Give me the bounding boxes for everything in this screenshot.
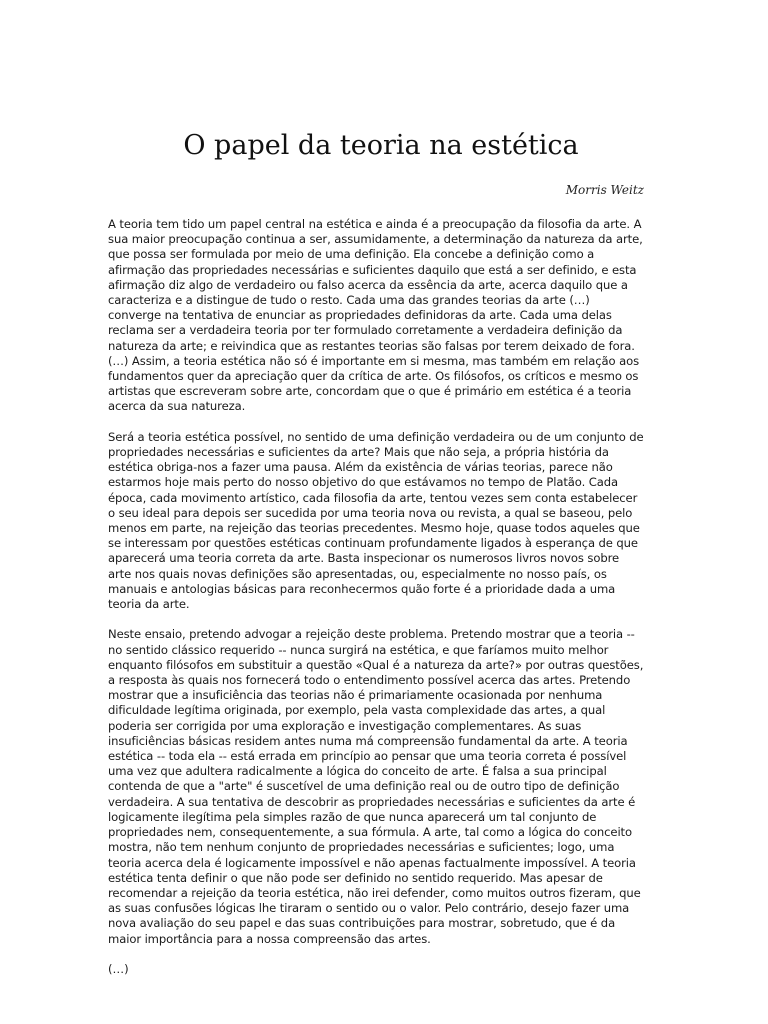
ellipsis-marker: (…): [108, 961, 129, 976]
document-title: O papel da teoria na estética: [183, 130, 579, 161]
document-body: [108, 217, 644, 977]
paragraph-3: Neste ensaio, pretendo advogar a rejeição deste problema. Pretendo mostrar que a teoria -- no sentido clássico requerido -- nunca surgirá na estética, e que faríamos muito melhor enquanto filósofos em substituir a questão «Qual é a natureza da arte?» por outras questões, a resposta às quais nos fornecerá todo o entendimento possível acerca das artes. Pretendo mostrar que a insuficiência das teorias não é primariamente ocasionada por nenhuma dificuldade legítima originada, por exemplo, pela vasta complexidade das artes, a qual poderia ser corrigida por uma exploração e investigação complementares. As suas insuficiências básicas residem antes numa má compreensão fundamental da arte. A teoria estética -- toda ela -- está errada em princípio ao pensar que uma teoria correta é possível uma vez que adultera radicalmente a lógica do conceito de arte. É falsa a sua principal contenda de que a "arte" é suscetível de uma definição real ou de outro tipo de definição verdadeira. A sua tentativa de descobrir as propriedades necessárias e suficientes da arte é logicamente ilegítima pela simples razão de que nunca aparecerá um tal conjunto de propriedades nem, consequentemente, a sua fórmula. A arte, tal como a lógica do conceito mostra, não tem nenhum conjunto de propriedades necessárias e suficientes; logo, uma teoria acerca dela é logicamente impossível e não apenas factualmente impossível. A teoria estética tenta definir o que não pode ser definido no sentido requerido. Mas apesar de recomendar a rejeição da teoria estética, não irei defender, como muitos outros fizeram, que as suas confusões lógicas lhe tiraram o sentido ou o valor. Pelo contrário, desejo fazer uma nova avaliação do seu papel e das suas contribuições para mostrar, sobretudo, que é da maior importância para a nossa compreensão das artes.: [108, 627, 644, 946]
author-name: Morris Weitz: [565, 183, 644, 197]
paragraph-2: Será a teoria estética possível, no sentido de uma definição verdadeira ou de um conjunto de propriedades necessárias e suficientes da arte? Mais que não seja, a própria história da estética obriga-nos a fazer uma pausa. Além da existência de várias teorias, parece não estarmos hoje mais perto do nosso objetivo do que estávamos no tempo de Platão. Cada época, cada movimento artístico, cada filosofia da arte, tentou vezes sem conta estabelecer o seu ideal para depois ser sucedida por uma teoria nova ou revista, a qual se baseou, pelo menos em parte, na rejeição das teorias precedentes. Mesmo hoje, quase todos aqueles que se interessam por questões estéticas continuam profundamente ligados à esperança de que aparecerá uma teoria correta da arte. Basta inspecionar os numerosos livros novos sobre arte nos quais novas definições são apresentadas, ou, especialmente no nosso país, os manuais e antologias básicas para reconhecermos quão forte é a prioridade dada a uma teoria da arte.: [108, 429, 644, 612]
paragraph-1: A teoria tem tido um papel central na estética e ainda é a preocupação da filosofia da arte. A sua maior preocupação continua a ser, assumidamente, a determinação da natureza da arte, que possa ser formulada por meio de uma definição. Ela concebe a definição como a afirmação das propriedades necessárias e suficientes daquilo que está a ser definido, e esta afirmação diz algo de verdadeiro ou falso acerca da essência da arte, acerca daquilo que a caracteriza e a distingue de tudo o resto. Cada uma das grandes teorias da arte (…) converge na tentativa de enunciar as propriedades definidoras da arte. Cada uma delas reclama ser a verdadeira teoria por ter formulado corretamente a verdadeira definição da natureza da arte; e reivindica que as restantes teorias são falsas por terem deixado de fora. (…) Assim, a teoria estética não só é importante em si mesma, mas também em relação aos fundamentos quer da apreciação quer da crítica de arte. Os filósofos, os críticos e mesmo os artistas que escreveram sobre arte, concordam que o que é primário em estética é a teoria acerca da sua natureza.: [108, 217, 643, 414]
